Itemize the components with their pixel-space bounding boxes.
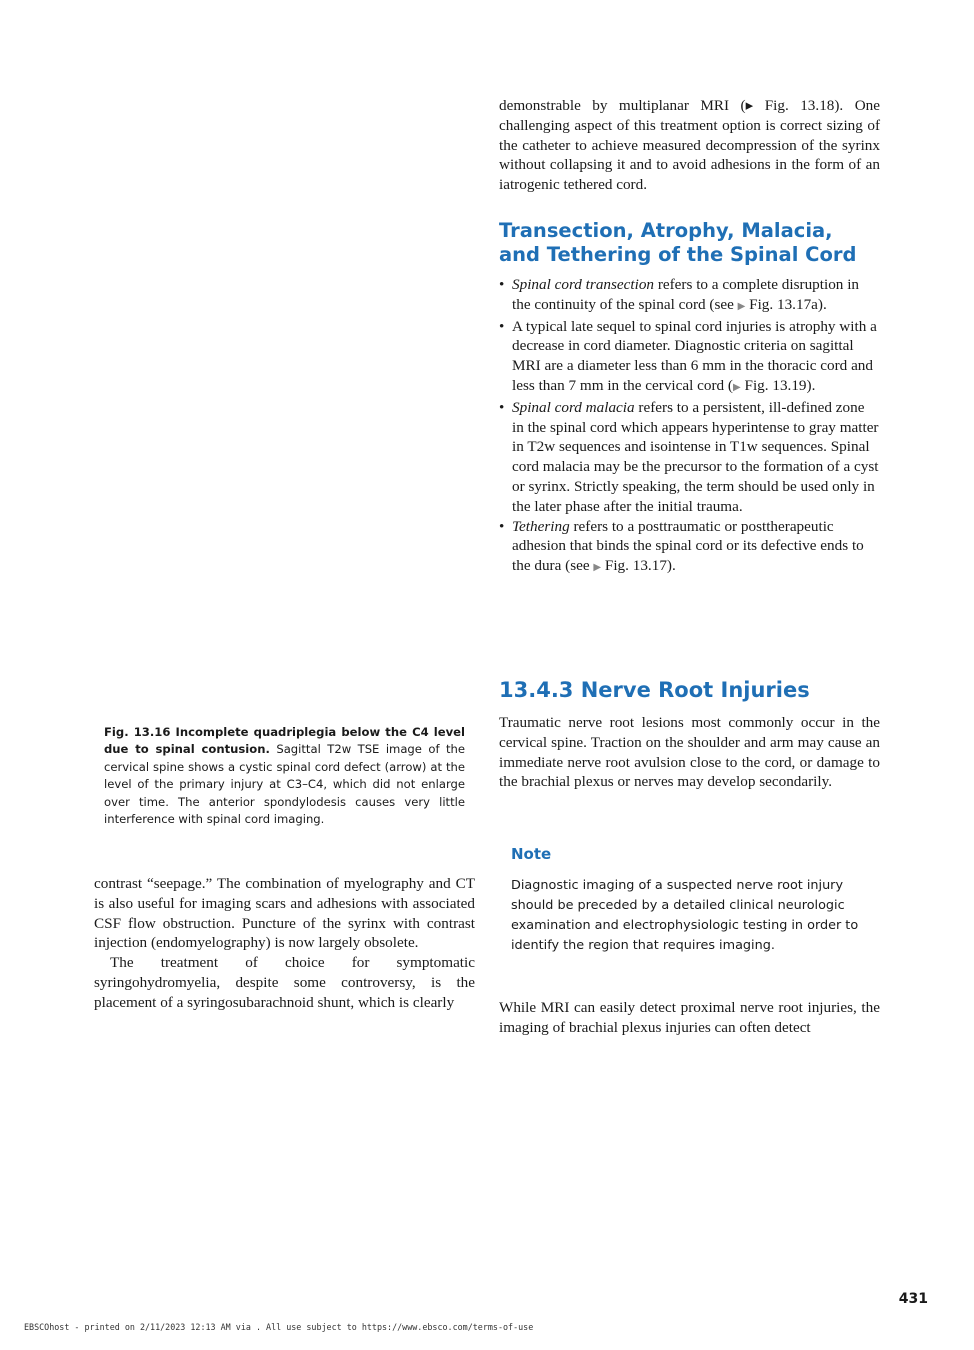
- bullet-end: ).: [817, 295, 827, 313]
- bullet-term: Tethering: [512, 517, 570, 535]
- bullet-list: [499, 275, 880, 578]
- caption-text: Sagittal T2w TSE image of the cervical spine shows a cystic spinal cord defect (arrow) at the level of the primary injury at C3–C4, which did not enlarge over time. The anterior spondylodesis causes very little interference with spinal cord imaging.: [104, 742, 465, 827]
- left-column-text: [94, 874, 475, 1013]
- fig-ref-link[interactable]: Fig. 13.19: [744, 376, 807, 394]
- figure-caption: [104, 724, 465, 828]
- note-title: Note: [511, 845, 552, 863]
- left-paragraph-1: contrast “seepage.” The combination of myelography and CT is also useful for imaging scars and adhesions with associated CSF flow obstruction. Puncture of the syrinx with contrast injection (endomyelography) is now largely obsolete.: [94, 875, 475, 952]
- bullet-end: ).: [666, 557, 676, 575]
- fig-ref-arrow-icon: ▶: [593, 562, 602, 574]
- list-item: [499, 317, 880, 398]
- section-heading-nerve-root: 13.4.3 Nerve Root Injuries: [499, 678, 810, 702]
- bullet-end: ).: [806, 376, 816, 394]
- fig-ref-link[interactable]: Fig. 13.17a: [749, 295, 818, 313]
- fig-ref-link[interactable]: Fig. 13.17: [604, 557, 667, 575]
- fig-ref-arrow-icon: ▶: [737, 300, 746, 312]
- bullet-text: A typical late sequel to spinal cord injuries is atrophy with a decrease in cord diameter. Diagnostic criteria on sagittal MRI are a diameter less than 6 mm in the thoracic cord and less than 7 mm in the cervical cord (: [512, 317, 877, 394]
- mri-paragraph: While MRI can easily detect proximal nerve root injuries, the imaging of brachial plexus injuries can often detect: [499, 999, 880, 1036]
- page-number: 431: [898, 1291, 928, 1307]
- right-intro-paragraph: demonstrable by multiplanar MRI (▸ Fig. 13.18). One challenging aspect of this treatment option is correct sizing of the catheter to achieve measured decompression of the syrinx without collapsing it and to avoid adhesions in the form of an iatrogenic tethered cord.: [499, 97, 880, 194]
- caption-label: Fig. 13.16 Incomplete quadriplegia below the C4 level due to spinal contusion.: [104, 725, 465, 757]
- list-item: [499, 398, 880, 517]
- list-item: [499, 275, 880, 317]
- section-heading-transection: Transection, Atrophy, Malacia, and Tethering of the Spinal Cord: [499, 219, 857, 266]
- bullet-text: refers to a persistent, ill-defined zone in the spinal cord which appears hyperintense to gray matter in T2w sequences and isointense in T1w sequences. Spinal cord malacia may be the precursor to the formation of a cyst or syrinx. Strictly speaking, the term should be used only in the later phase after the initial trauma.: [512, 398, 879, 515]
- note-box: [499, 844, 880, 956]
- fig-ref-arrow-icon: ▶: [733, 381, 741, 393]
- nerve-root-paragraph: Traumatic nerve root lesions most commonly occur in the cervical spine. Traction on the shoulder and arm may cause an immediate nerve root avulsion close to the cord, or damage to the brachial plexus or nerves may develop secondarily.: [499, 714, 880, 791]
- note-body: Diagnostic imaging of a suspected nerve root injury should be preceded by a detailed clinical neurologic examination and electrophysiologic testing in order to identify the region that requires imaging.: [511, 878, 859, 953]
- list-item: [499, 517, 880, 578]
- bullet-term: Spinal cord malacia: [512, 398, 635, 416]
- footer-notice: EBSCOhost - printed on 2/11/2023 12:13 AM via . All use subject to https://www.ebsco.com/terms-of-use: [24, 1322, 534, 1332]
- bullet-text: refers to a posttraumatic or posttherapeutic adhesion that binds the spinal cord or its defective ends to the dura (see: [512, 517, 864, 575]
- bullet-term: Spinal cord transection: [512, 276, 655, 293]
- left-paragraph-2: The treatment of choice for symptomatic syringohydromyelia, despite some controversy, is the placement of a syringosubarachnoid shunt, which is clearly: [94, 954, 475, 1011]
- bullet-text: refers to a complete disruption in the continuity of the spinal cord (see: [512, 276, 860, 313]
